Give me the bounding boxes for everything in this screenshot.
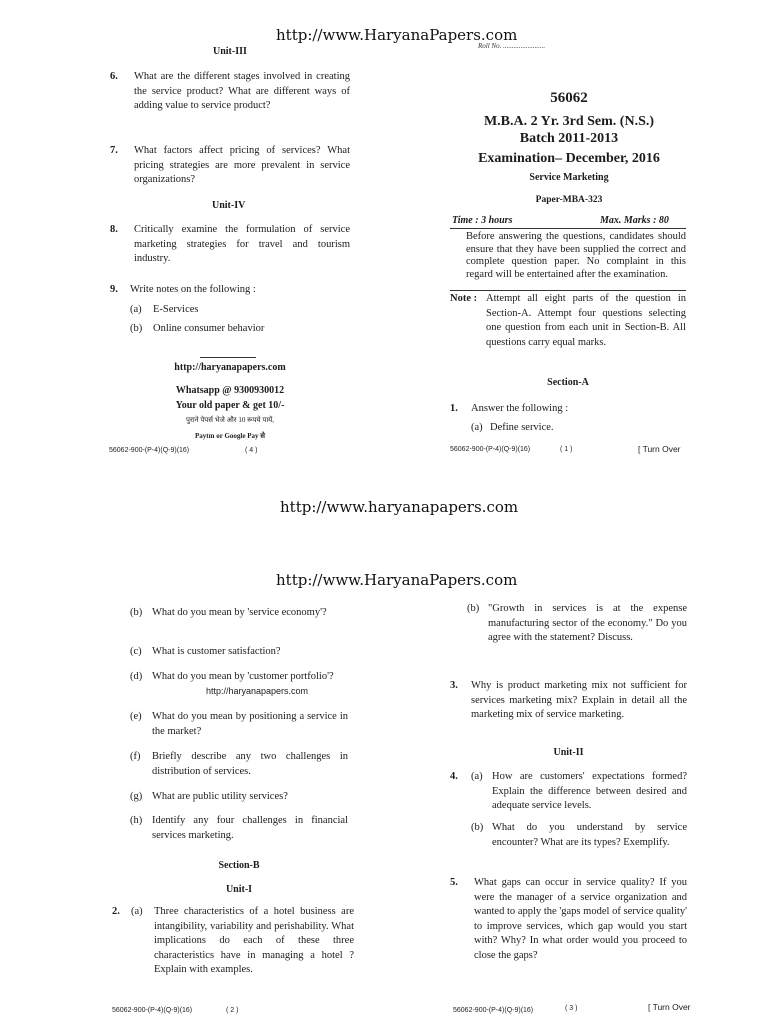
sub-label: (a) bbox=[471, 771, 483, 782]
unit-ii-heading: Unit-II bbox=[553, 747, 584, 758]
section-b-heading: Section-B bbox=[218, 860, 260, 871]
section-a-heading: Section-A bbox=[547, 377, 589, 388]
footer-page-number: ( 2 ) bbox=[226, 1007, 239, 1014]
sub-text: E-Services bbox=[153, 304, 199, 315]
sub-text: What is customer satisfaction? bbox=[152, 646, 281, 657]
sub-label: (e) bbox=[130, 711, 142, 722]
question-1b bbox=[130, 606, 348, 638]
question-number: 6. bbox=[110, 71, 118, 82]
note-block bbox=[450, 292, 686, 366]
promo-hindi: पुराने पेपर्स भेजे और 10 रूपये पायें, bbox=[186, 416, 274, 424]
degree-title: M.B.A. 2 Yr. 3rd Sem. (N.S.) bbox=[483, 114, 655, 129]
roll-number-field: Roll No. ........................ bbox=[478, 42, 546, 50]
footer-page-number: ( 3 ) bbox=[565, 1005, 578, 1012]
question-number: 2. bbox=[112, 906, 120, 917]
question-1f bbox=[130, 750, 348, 782]
question-9 bbox=[110, 283, 350, 299]
sub-text: What do you understand by service encounter? What are its types? Exemplify. bbox=[492, 822, 687, 848]
sub-label: (b) bbox=[130, 607, 143, 618]
question-text: Why is product marketing mix not sufficient for services marketing mix? Explain in detail all the marketing mix of service marketing. bbox=[471, 680, 687, 720]
question-1a bbox=[471, 421, 671, 437]
footer-page-number: ( 4 ) bbox=[245, 447, 258, 454]
unit-iv-heading: Unit-IV bbox=[212, 200, 246, 211]
watermark-url-top: http://www.HaryanaPapers.com bbox=[276, 26, 518, 44]
question-number: 5. bbox=[450, 877, 458, 888]
question-text: Answer the following : bbox=[471, 403, 569, 414]
turn-over-label: [ Turn Over bbox=[638, 444, 681, 454]
unit-iii-heading: Unit-III bbox=[213, 46, 247, 57]
sub-label: (c) bbox=[130, 646, 142, 657]
sub-text: What do you mean by 'service economy'? bbox=[152, 607, 327, 618]
question-4 bbox=[450, 770, 687, 816]
sub-text: "Growth in services is at the expense manufacturing sector of the economy." Do you agree with the statement? Discuss. bbox=[488, 603, 687, 643]
divider bbox=[200, 357, 256, 358]
question-1h bbox=[130, 814, 348, 846]
question-2b bbox=[467, 602, 687, 662]
footer-code: 56062-900-(P-4)(Q-9)(16) bbox=[109, 447, 190, 454]
question-text: Three characteristics of a hotel business are intangibility, variability and perishability. What implications do each of these three characteristics have in managing a hotel ? Explain with examples. bbox=[154, 906, 354, 975]
question-4b bbox=[471, 821, 687, 867]
promo-pay: Paytm or Google Pay से bbox=[195, 432, 265, 440]
question-number: 9. bbox=[110, 284, 118, 295]
question-number: 4. bbox=[450, 771, 458, 782]
question-9a bbox=[130, 303, 330, 319]
turn-over-label: [ Turn Over bbox=[648, 1002, 691, 1012]
footer-code: 56062-900-(P-4)(Q-9)(16) bbox=[450, 446, 531, 453]
question-9b bbox=[130, 322, 330, 338]
question-number: 3. bbox=[450, 680, 458, 691]
question-2 bbox=[112, 905, 354, 995]
question-text: What factors affect pricing of services? What pricing strategies are more prevalent in service organizations? bbox=[134, 145, 350, 185]
max-marks: Max. Marks : 80 bbox=[600, 215, 669, 226]
footer-code: 56062-900-(P-4)(Q-9)(16) bbox=[112, 1007, 193, 1014]
divider bbox=[450, 228, 686, 229]
sub-text: What are public utility services? bbox=[152, 791, 288, 802]
sub-text: What do you mean by positioning a service in the market? bbox=[152, 711, 348, 737]
note-label: Note : bbox=[450, 293, 478, 304]
divider bbox=[450, 290, 686, 291]
question-8 bbox=[110, 223, 350, 268]
sub-label: (b) bbox=[130, 323, 143, 334]
question-1e bbox=[130, 710, 348, 742]
sub-label: (a) bbox=[130, 304, 142, 315]
sub-label: (b) bbox=[467, 603, 480, 614]
question-1c bbox=[130, 645, 348, 661]
sub-label: (a) bbox=[131, 906, 143, 917]
footer-page-number: ( 1 ) bbox=[560, 446, 573, 453]
sub-text: Identify any four challenges in financial services marketing. bbox=[152, 815, 348, 841]
question-number: 8. bbox=[110, 224, 118, 235]
question-text: Write notes on the following : bbox=[130, 284, 256, 295]
time-allowed: Time : 3 hours bbox=[452, 215, 513, 226]
question-text: Critically examine the formulation of service marketing strategies for travel and tourism industry. bbox=[134, 224, 350, 264]
question-number: 1. bbox=[450, 403, 458, 414]
sub-label: (g) bbox=[130, 791, 143, 802]
question-1 bbox=[450, 402, 686, 418]
unit-i-heading: Unit-I bbox=[225, 884, 253, 895]
sub-label: (h) bbox=[130, 815, 143, 826]
promo-offer: Your old paper & get 10/- bbox=[175, 400, 285, 411]
sub-text: What do you mean by 'customer portfolio'? bbox=[152, 671, 334, 682]
promo-url: http://haryanapapers.com bbox=[174, 362, 286, 373]
sub-label: (a) bbox=[471, 422, 483, 433]
watermark-url-middle: http://www.haryanapapers.com bbox=[280, 498, 519, 516]
sub-text: Online consumer behavior bbox=[153, 323, 265, 334]
question-1g bbox=[130, 790, 348, 806]
sub-label: (f) bbox=[130, 751, 141, 762]
subject-title: Service Marketing bbox=[529, 172, 609, 183]
question-number: 7. bbox=[110, 145, 118, 156]
question-6 bbox=[110, 70, 350, 130]
note-text: Attempt all eight parts of the question in Section-A. Attempt four questions selecting one question from each unit in Section-B. All questions carry equal marks. bbox=[486, 293, 686, 348]
instructions-text: Before answering the questions, candidates should ensure that they have been supplied the correct and complete question paper. No complaint in this regard will be entertained after the examination. bbox=[466, 231, 686, 280]
paper-number: Paper-MBA-323 bbox=[535, 195, 603, 205]
inline-url: http://haryanapapers.com bbox=[206, 686, 309, 696]
question-7 bbox=[110, 144, 350, 189]
exam-title: Examination– December, 2016 bbox=[478, 151, 660, 166]
question-5 bbox=[450, 876, 687, 986]
promo-whatsapp: Whatsapp @ 9300930012 bbox=[175, 385, 285, 396]
question-3 bbox=[450, 679, 687, 739]
sub-label: (d) bbox=[130, 671, 143, 682]
sub-label: (b) bbox=[471, 822, 484, 833]
sub-text: Briefly describe any two challenges in distribution of services. bbox=[152, 751, 348, 777]
batch-title: Batch 2011-2013 bbox=[519, 131, 619, 146]
footer-code: 56062-900-(P-4)(Q-9)(16) bbox=[453, 1007, 534, 1014]
question-text: What gaps can occur in service quality? If you were the manager of a service organization and wanted to apply the 'gaps model of service quality' to improve services, which gap would you start with? Why? In what order would you proceed to close the gaps? bbox=[474, 877, 687, 961]
sub-text: Define service. bbox=[490, 422, 554, 433]
paper-code: 56062 bbox=[550, 90, 588, 106]
watermark-url-second: http://www.HaryanaPapers.com bbox=[276, 571, 518, 589]
question-text: How are customers' expectations formed? Explain the difference between desired and adequate service levels. bbox=[492, 771, 687, 811]
question-text: What are the different stages involved in creating the service product? What are different ways of adding value to service product? bbox=[134, 71, 350, 111]
